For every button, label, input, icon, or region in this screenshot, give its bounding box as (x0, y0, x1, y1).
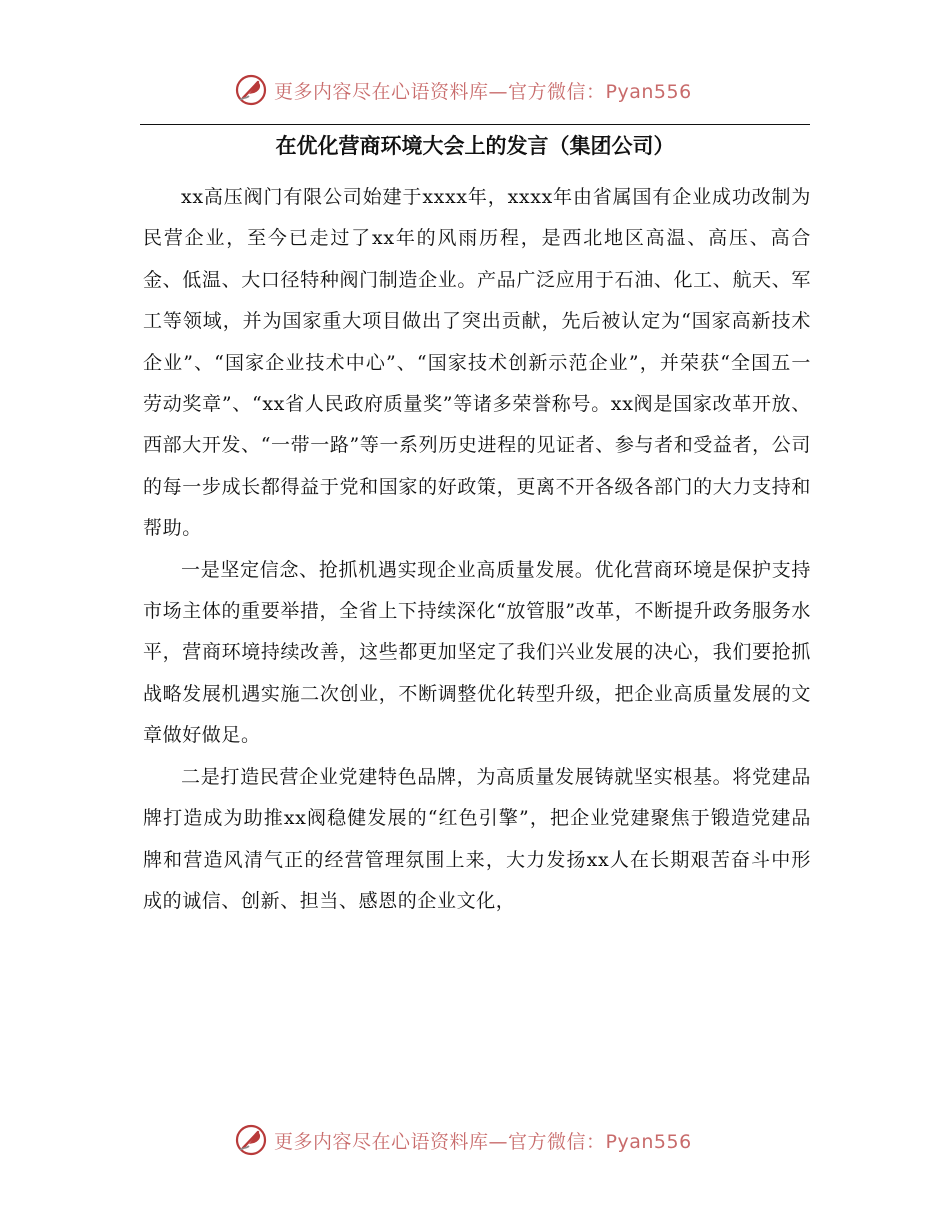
header-divider (140, 124, 810, 125)
footer-banner (234, 1120, 692, 1160)
paragraph-3: 二是打造民营企业党建特色品牌，为高质量发展铸就坚实根基。将党建品牌打造成为助推xx阀稳健发展的“红色引擎”，把企业党建聚焦于锻造党建品牌和营造风清气正的经营管理氛围上来，大力发扬xx人在长期艰苦奋斗中形成的诚信、创新、担当、感恩的企业文化， (143, 765, 811, 912)
paragraph-1: xx高压阀门有限公司始建于xxxx年，xxxx年由省属国有企业成功改制为民营企业，至今已走过了xx年的风雨历程，是西北地区高温、高压、高合金、低温、大口径特种阀门制造企业。产品广泛应用于石油、化工、航天、军工等领域，并为国家重大项目做出了突出贡献，先后被认定为“国家高新技术企业”、“国家企业技术中心”、“国家技术创新示范企业”，并荣获“全国五一劳动奖章”、“xx省人民政府质量奖”等诸多荣誉称号。xx阀是国家改革开放、西部大开发、“一带一路”等一系列历史进程的见证者、参与者和受益者，公司的每一步成长都得益于党和国家的好政策，更离不开各级各部门的大力支持和帮助。 (143, 186, 811, 540)
quill-pen-logo-icon (234, 73, 268, 107)
paragraph-2: 一是坚定信念、抢抓机遇实现企业高质量发展。优化营商环境是保护支持市场主体的重要举措，全省上下持续深化“放管服”改革，不断提升政务服务水平，营商环境持续改善，这些都更加坚定了我们兴业发展的决心，我们要抢抓战略发展机遇实施二次创业，不断调整优化转型升级，把企业高质量发展的文章做好做足。 (143, 558, 811, 747)
document-body (143, 177, 811, 922)
header-banner-text: 更多内容尽在心语资料库—官方微信：Pyan556 (274, 80, 692, 103)
footer-banner-text: 更多内容尽在心语资料库—官方微信：Pyan556 (274, 1130, 692, 1153)
document-title: 在优化营商环境大会上的发言（集团公司） (275, 134, 675, 158)
quill-pen-logo-icon (234, 1123, 268, 1157)
header-banner (234, 70, 692, 110)
